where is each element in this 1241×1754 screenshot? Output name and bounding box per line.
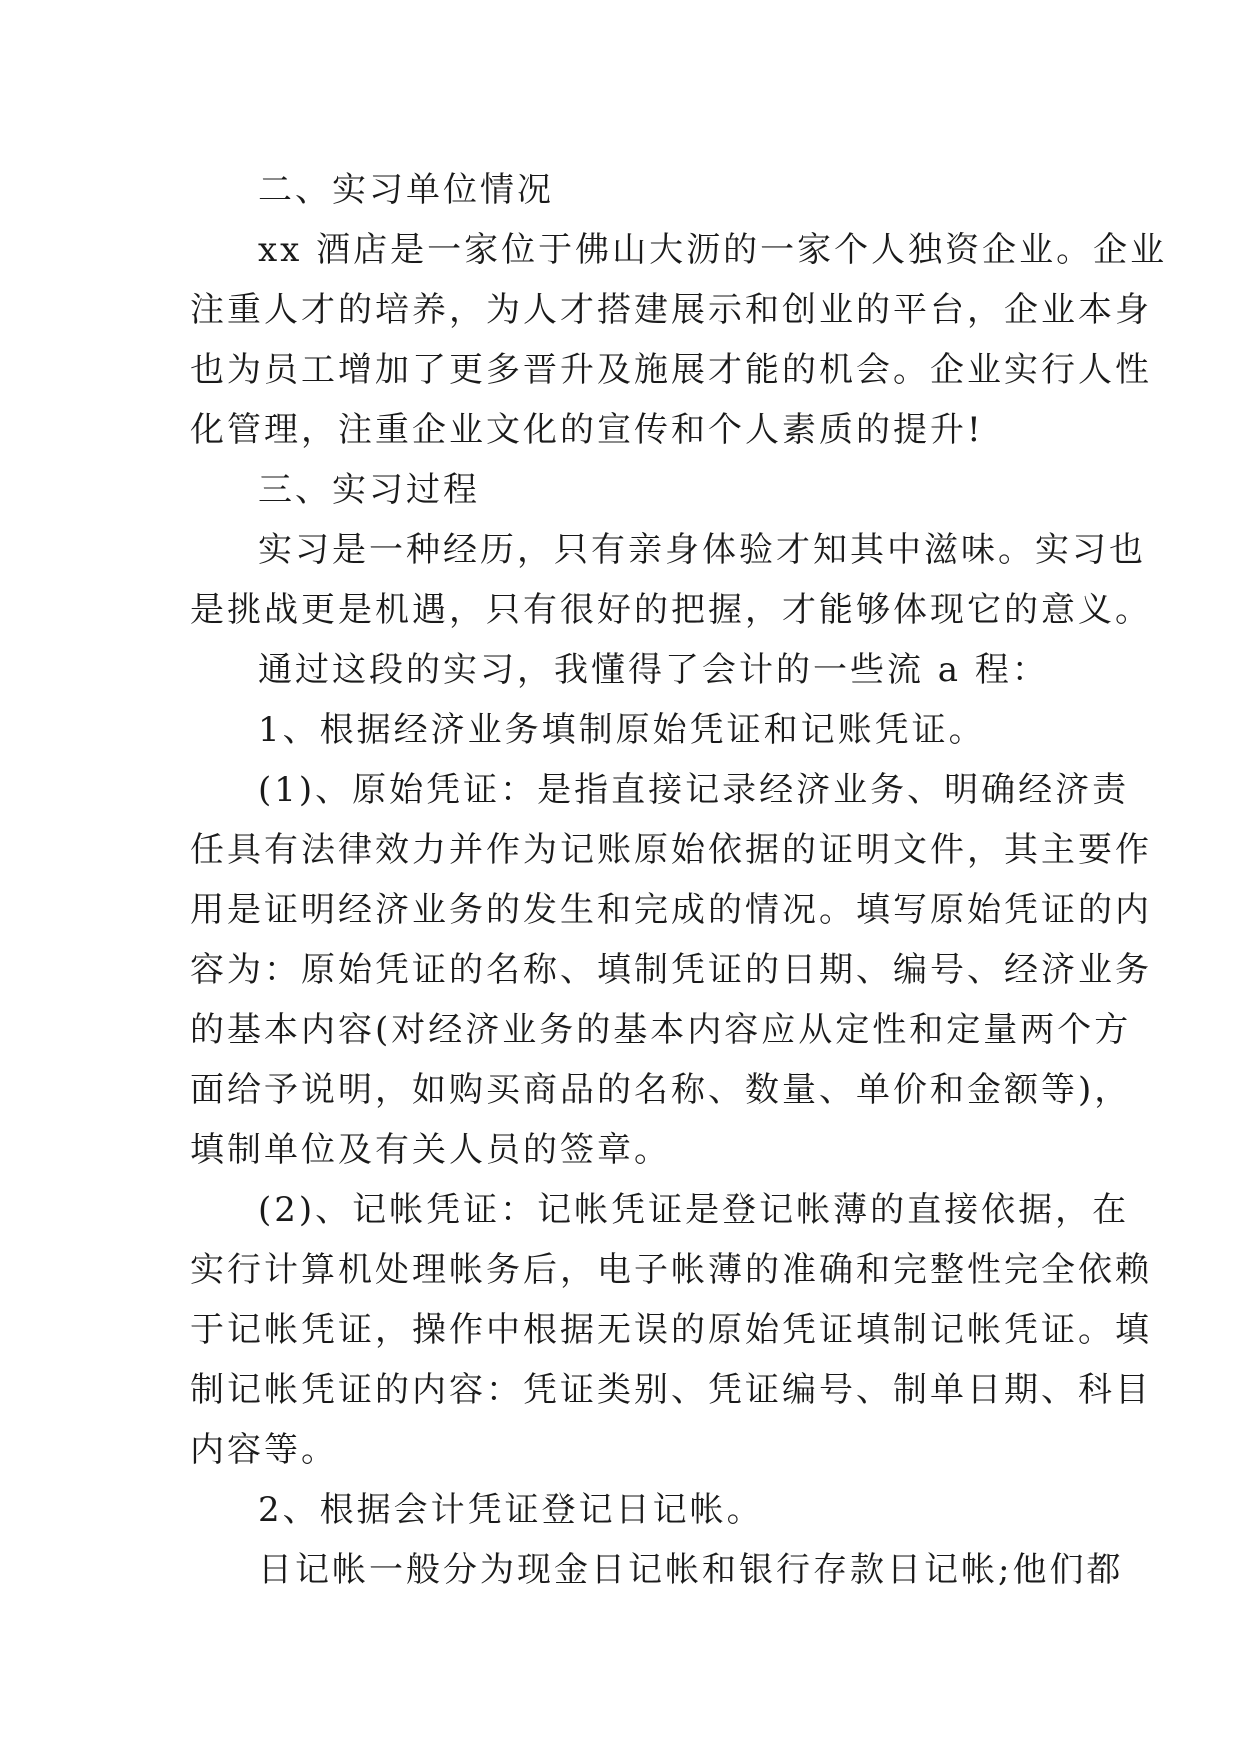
- paragraph-line: 填制单位及有关人员的签章。: [190, 1130, 671, 1170]
- paragraph-line: 内容等。: [190, 1430, 338, 1470]
- paragraph-line: 于记帐凭证，操作中根据无误的原始凭证填制记帐凭证。填: [190, 1310, 1152, 1350]
- section-heading-internship-process: 三、实习过程: [258, 470, 480, 510]
- paragraph-line: 面给予说明，如购买商品的名称、数量、单价和金额等)，: [190, 1070, 1132, 1110]
- section-heading-internship-unit: 二、实习单位情况: [258, 170, 554, 210]
- paragraph-line: 实行计算机处理帐务后，电子帐薄的准确和完整性完全依赖: [190, 1250, 1152, 1290]
- paragraph-line: 日记帐一般分为现金日记帐和银行存款日记帐;他们都: [258, 1550, 1124, 1590]
- document-page: [190, 160, 1168, 1600]
- paragraph-line: 是挑战更是机遇，只有很好的把握，才能够体现它的意义。: [190, 590, 1152, 630]
- paragraph-line: 任具有法律效力并作为记账原始依据的证明文件，其主要作: [190, 830, 1152, 870]
- sub-item-bookkeeping-voucher: (2)、记帐凭证：记帐凭证是登记帐薄的直接依据，在: [258, 1190, 1130, 1230]
- paragraph-line: 的基本内容(对经济业务的基本内容应从定性和定量两个方: [190, 1010, 1132, 1050]
- list-item-1: 1、根据经济业务填制原始凭证和记账凭证。: [258, 710, 986, 750]
- paragraph-line: 通过这段的实习，我懂得了会计的一些流 a 程：: [258, 650, 1049, 690]
- paragraph-line: 容为：原始凭证的名称、填制凭证的日期、编号、经济业务: [190, 950, 1152, 990]
- paragraph-line: 化管理，注重企业文化的宣传和个人素质的提升!: [190, 410, 984, 450]
- paragraph-line: 实习是一种经历，只有亲身体验才知其中滋味。实习也: [258, 530, 1146, 570]
- list-item-2: 2、根据会计凭证登记日记帐。: [258, 1490, 764, 1530]
- paragraph-line: 用是证明经济业务的发生和完成的情况。填写原始凭证的内: [190, 890, 1152, 930]
- paragraph-line: xx 酒店是一家位于佛山大沥的一家个人独资企业。企业: [258, 230, 1168, 270]
- sub-item-original-voucher: (1)、原始凭证：是指直接记录经济业务、明确经济责: [258, 770, 1130, 810]
- paragraph-line: 注重人才的培养，为人才搭建展示和创业的平台，企业本身: [190, 290, 1152, 330]
- paragraph-line: 也为员工增加了更多晋升及施展才能的机会。企业实行人性: [190, 350, 1152, 390]
- paragraph-line: 制记帐凭证的内容：凭证类别、凭证编号、制单日期、科目: [190, 1370, 1152, 1410]
